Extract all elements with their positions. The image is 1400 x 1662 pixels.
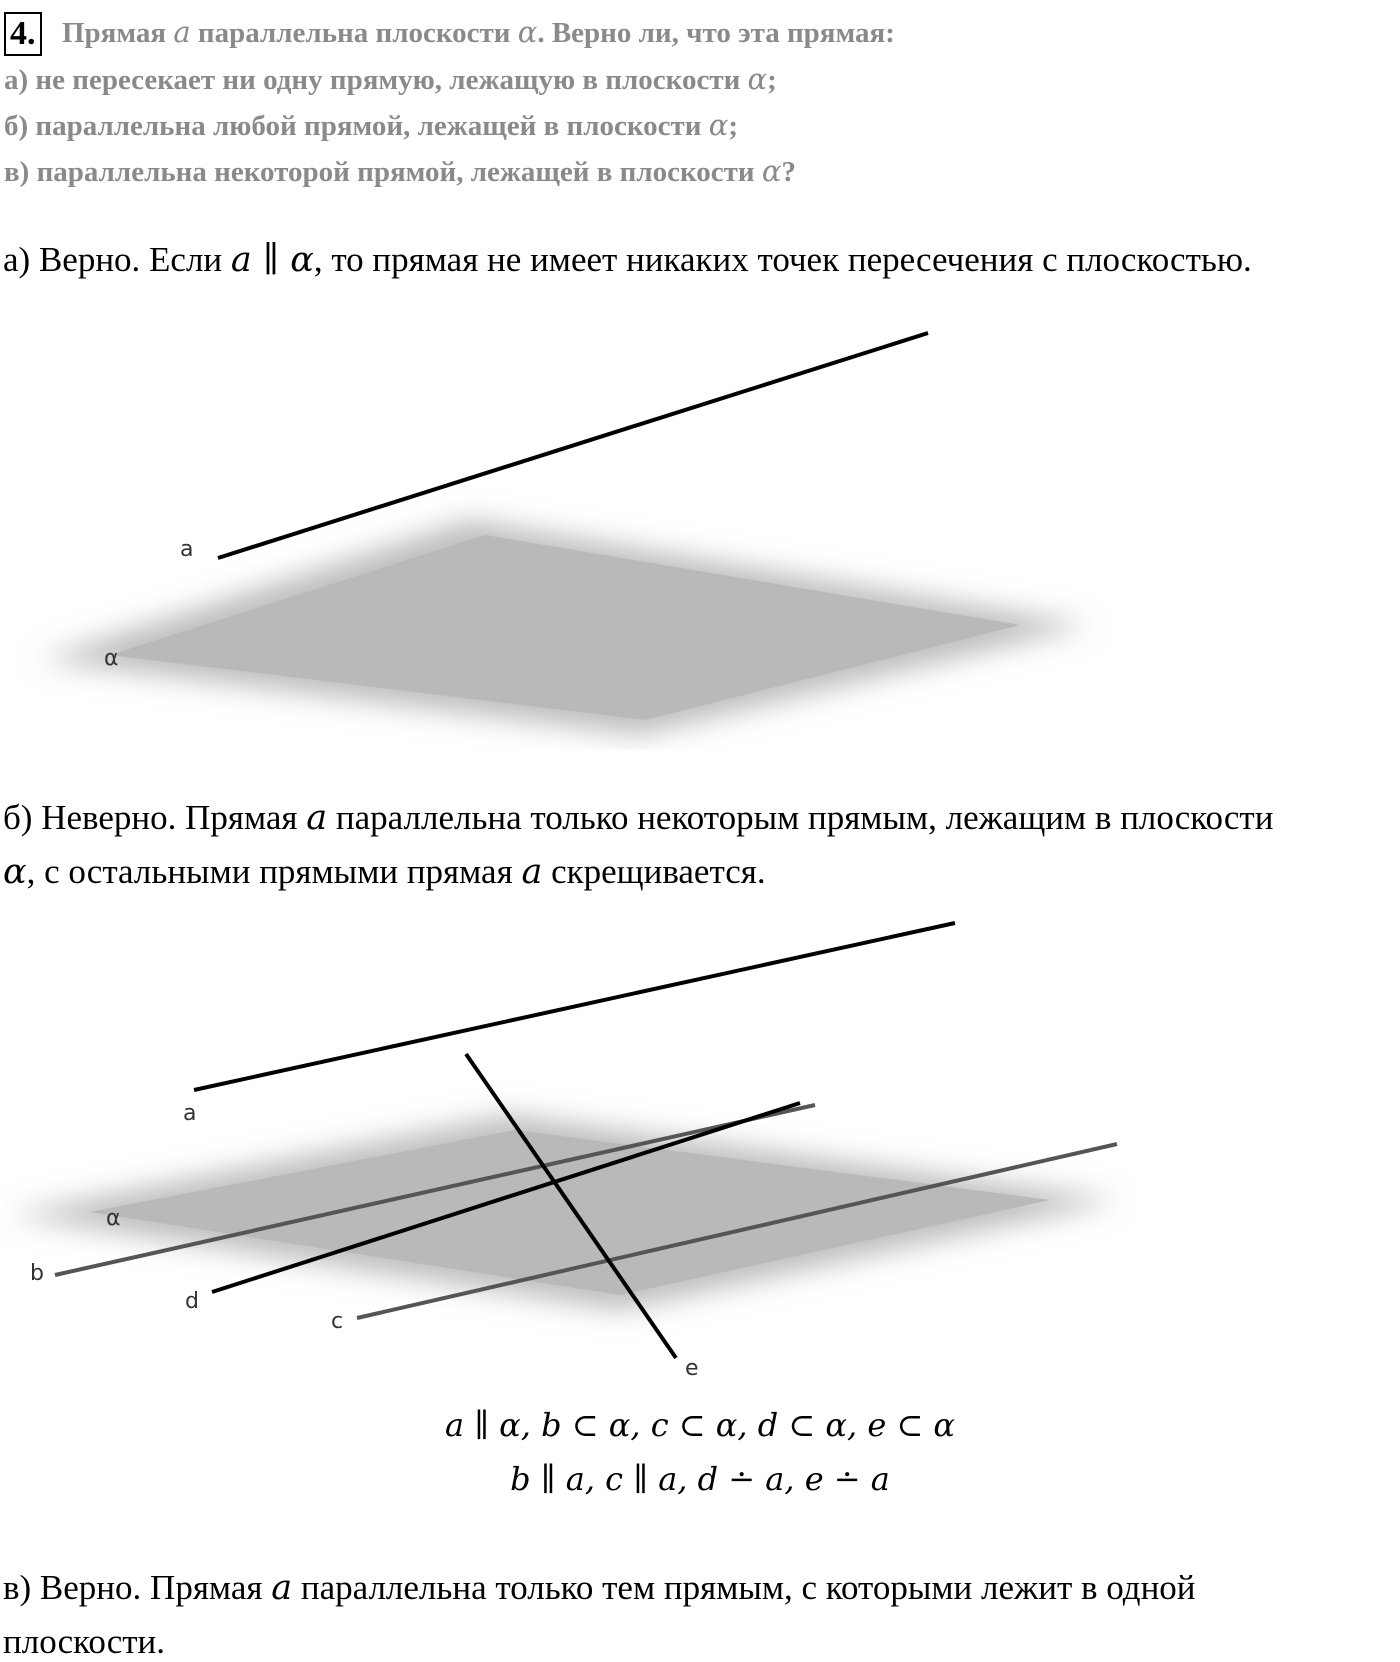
- label-line-a: a: [183, 1101, 197, 1126]
- answer-c-line1: [3, 1568, 1196, 1608]
- answer-a: [3, 240, 1252, 280]
- item-text: а) не пересекает ни одну прямую, лежащую в плоскости: [4, 64, 748, 96]
- item-text: в) параллельна некоторой прямой, лежащей в плоскости: [4, 156, 762, 188]
- line-a: [194, 923, 955, 1090]
- answer-text: параллельна только некоторым прямым, лежащим в плоскости: [327, 798, 1274, 837]
- label-line-c: c: [331, 1309, 344, 1334]
- question-part: . Верно ли, что эта прямая:: [537, 17, 895, 49]
- answer-c-line2: плоскости.: [3, 1622, 166, 1661]
- answer-text: б) Неверно. Прямая: [3, 798, 307, 837]
- answer-text: скрещивается.: [542, 852, 766, 891]
- label-line-d: d: [185, 1289, 199, 1314]
- label-line-e: e: [685, 1356, 699, 1381]
- answer-formula: a ∥ α: [230, 240, 314, 280]
- var-plane: α: [747, 62, 768, 96]
- answer-b-line1: [3, 798, 1273, 838]
- question-part: Прямая: [62, 17, 174, 49]
- formula-line-1: a ∥ α, b ⊂ α, c ⊂ α, d ⊂ α, e ⊂ α: [444, 1406, 956, 1444]
- line-a: [218, 333, 928, 558]
- var-line: a: [271, 1568, 293, 1608]
- plane-alpha-core: [110, 535, 1020, 720]
- item-end: ;: [767, 64, 777, 96]
- task-item-a: [4, 62, 777, 97]
- task-item-c: [4, 154, 796, 189]
- item-end: ;: [728, 110, 739, 142]
- answer-text: а) Верно. Если: [3, 240, 231, 279]
- var-line: a: [306, 798, 328, 838]
- var-plane: α: [517, 15, 538, 49]
- label-plane-alpha: α: [106, 1206, 121, 1231]
- answer-text: в) Верно. Прямая: [3, 1568, 272, 1607]
- figure-2: [0, 900, 1140, 1400]
- var-plane: α: [761, 154, 782, 188]
- item-text: б) параллельна любой прямой, лежащей в плоскости: [4, 110, 709, 142]
- answer-text: , с остальными прямыми прямая: [26, 852, 522, 891]
- formula-line-2: b ∥ a, c ∥ a, d ∸ a, e ∸ a: [510, 1460, 890, 1498]
- task-item-b: [4, 108, 738, 143]
- task-number: 4.: [4, 12, 42, 56]
- task-question: [62, 12, 895, 53]
- var-plane: α: [708, 108, 729, 142]
- label-plane-alpha: α: [104, 646, 119, 671]
- item-end: ?: [781, 156, 796, 188]
- figure-1: [0, 300, 1140, 750]
- answer-text: , то прямая не имеет никаких точек пересечения с плоскостью.: [313, 240, 1252, 279]
- var-line: a: [173, 15, 191, 49]
- var-line: a: [521, 852, 543, 892]
- label-line-b: b: [30, 1261, 44, 1286]
- var-plane: α: [3, 852, 27, 892]
- answer-b-line2: [3, 852, 766, 892]
- label-line-a: a: [180, 537, 194, 562]
- answer-text: параллельна только тем прямым, с которыми лежит в одной: [292, 1568, 1196, 1607]
- question-part: параллельна плоскости: [190, 17, 518, 49]
